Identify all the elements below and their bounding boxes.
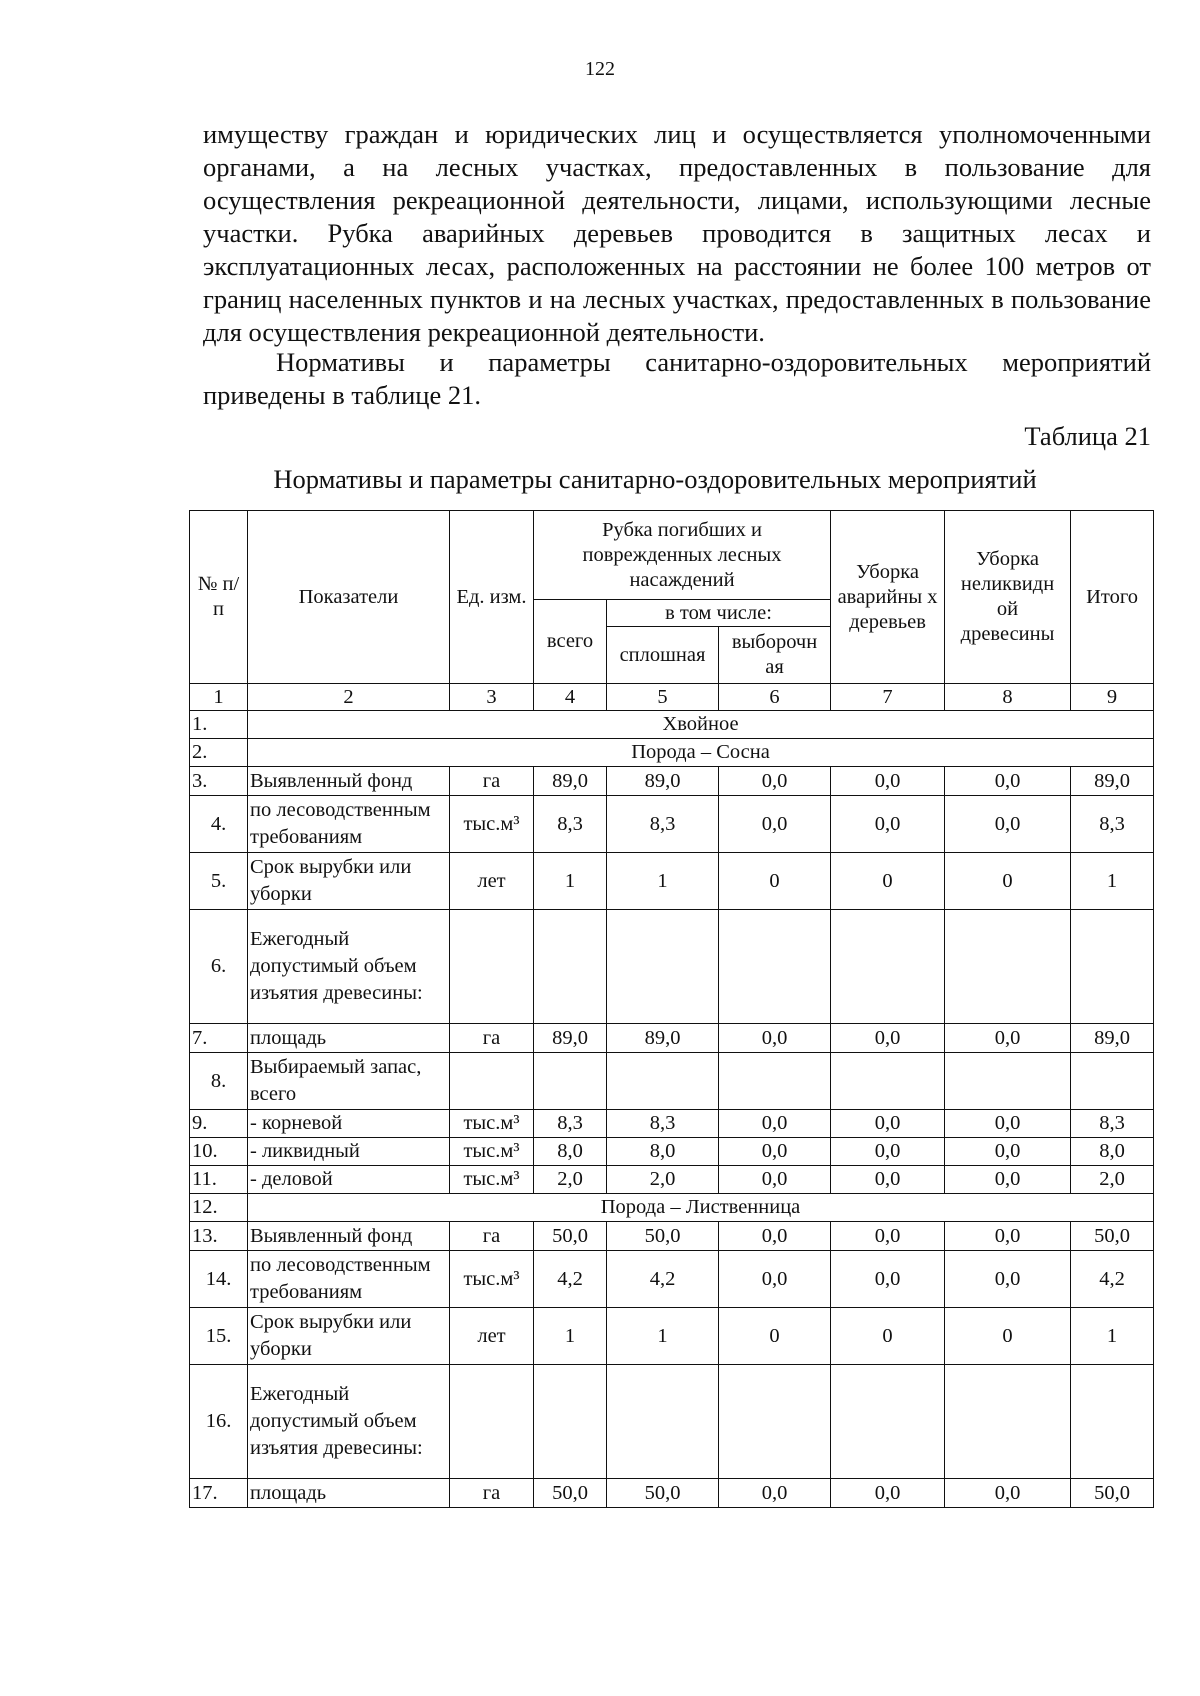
empty-cell xyxy=(534,1365,607,1479)
row-number: 15. xyxy=(190,1308,248,1365)
empty-cell xyxy=(607,1053,719,1110)
paragraph-2 xyxy=(203,346,1151,412)
row-unit: га xyxy=(450,1479,534,1508)
row-label: Выбираемый запас, всего xyxy=(248,1053,450,1110)
cell-value: 8,3 xyxy=(1071,796,1154,853)
empty-cell xyxy=(831,910,945,1024)
cell-value: 0 xyxy=(945,853,1071,910)
empty-cell xyxy=(1071,910,1154,1024)
row-number: 1. xyxy=(190,711,248,739)
cell-value: 0,0 xyxy=(719,1110,831,1138)
cell-value: 50,0 xyxy=(607,1479,719,1508)
header-unit: Ед. изм. xyxy=(450,511,534,684)
row-number: 7. xyxy=(190,1024,248,1053)
row-unit: га xyxy=(450,1222,534,1251)
table-row xyxy=(190,1479,1154,1508)
col-number: 9 xyxy=(1071,684,1154,711)
row-unit: тыс.м³ xyxy=(450,1166,534,1194)
cell-value: 0,0 xyxy=(719,1479,831,1508)
table-row xyxy=(190,767,1154,796)
cell-value: 50,0 xyxy=(607,1222,719,1251)
cell-value: 2,0 xyxy=(607,1166,719,1194)
cell-value: 4,2 xyxy=(1071,1251,1154,1308)
row-label: по лесоводственным требованиям xyxy=(248,796,450,853)
header-indicator: Показатели xyxy=(248,511,450,684)
paragraph-2-text: Нормативы и параметры санитарно-оздоровительных мероприятий приведены в таблице 21. xyxy=(203,347,1151,410)
row-number: 4. xyxy=(190,796,248,853)
table-row xyxy=(190,1308,1154,1365)
row-number: 10. xyxy=(190,1138,248,1166)
cell-value: 8,3 xyxy=(607,796,719,853)
empty-cell xyxy=(450,1365,534,1479)
col-number: 2 xyxy=(248,684,450,711)
cell-value: 0,0 xyxy=(719,1251,831,1308)
row-label: площадь xyxy=(248,1479,450,1508)
empty-cell xyxy=(1071,1053,1154,1110)
cell-value: 0,0 xyxy=(945,1479,1071,1508)
cell-value: 0,0 xyxy=(831,1110,945,1138)
cell-value: 2,0 xyxy=(534,1166,607,1194)
paragraph-1-text: имуществу граждан и юридических лиц и осуществляется уполномоченными органами, а на лесных участках, предоставленных в пользование для осуществления рекреационной деятельности, лицами, использующими лесные участки. Рубка аварийных деревьев проводится в защитных лесах и эксплуатационных лесах, расположенных на расстоянии не более 100 метров от границ населенных пунктов и на лесных участках, предоставленных в пользование для осуществления рекреационной деятельности. xyxy=(203,119,1151,347)
row-number: 17. xyxy=(190,1479,248,1508)
row-number: 13. xyxy=(190,1222,248,1251)
header-clear: сплошная xyxy=(607,627,719,684)
cell-value: 0,0 xyxy=(719,1222,831,1251)
row-label: Ежегодный допустимый объем изъятия древесины: xyxy=(248,1365,450,1479)
table-label: Таблица 21 xyxy=(1024,421,1151,451)
cell-value: 1 xyxy=(534,853,607,910)
cell-value: 89,0 xyxy=(1071,767,1154,796)
empty-cell xyxy=(831,1053,945,1110)
cell-value: 0,0 xyxy=(831,1166,945,1194)
col-number: 3 xyxy=(450,684,534,711)
header-emergency: Уборка аварийны х деревьев xyxy=(831,511,945,684)
row-unit: тыс.м³ xyxy=(450,1138,534,1166)
empty-cell xyxy=(534,1053,607,1110)
cell-value: 0 xyxy=(945,1308,1071,1365)
empty-cell xyxy=(719,910,831,1024)
row-unit: лет xyxy=(450,853,534,910)
header-selective: выборочн ая xyxy=(719,627,831,684)
cell-value: 0 xyxy=(831,1308,945,1365)
col-number: 5 xyxy=(607,684,719,711)
row-label: - корневой xyxy=(248,1110,450,1138)
row-label: по лесоводственным требованиям xyxy=(248,1251,450,1308)
cell-value: 8,3 xyxy=(534,1110,607,1138)
cell-value: 0,0 xyxy=(945,1251,1071,1308)
cell-value: 2,0 xyxy=(1071,1166,1154,1194)
row-label: Выявленный фонд xyxy=(248,767,450,796)
empty-cell xyxy=(945,1365,1071,1479)
table-row xyxy=(190,1024,1154,1053)
cell-value: 0,0 xyxy=(719,767,831,796)
cell-value: 0,0 xyxy=(831,767,945,796)
table-row xyxy=(190,1138,1154,1166)
cell-value: 50,0 xyxy=(534,1479,607,1508)
cell-value: 50,0 xyxy=(1071,1479,1154,1508)
row-label: Срок вырубки или уборки xyxy=(248,1308,450,1365)
row-number: 3. xyxy=(190,767,248,796)
empty-cell xyxy=(831,1365,945,1479)
cell-value: 8,0 xyxy=(607,1138,719,1166)
col-number: 1 xyxy=(190,684,248,711)
row-number: 8. xyxy=(190,1053,248,1110)
table-row xyxy=(190,853,1154,910)
cell-value: 0,0 xyxy=(945,1024,1071,1053)
cell-value: 8,3 xyxy=(1071,1110,1154,1138)
table-row xyxy=(190,796,1154,853)
row-label: - ликвидный xyxy=(248,1138,450,1166)
empty-cell xyxy=(450,910,534,1024)
cell-value: 0,0 xyxy=(945,1166,1071,1194)
empty-cell xyxy=(945,910,1071,1024)
page-number: 122 xyxy=(585,58,615,80)
row-unit: га xyxy=(450,1024,534,1053)
section-title: Порода – Сосна xyxy=(248,739,1154,767)
cell-value: 0,0 xyxy=(945,796,1071,853)
row-number: 16. xyxy=(190,1365,248,1479)
empty-cell xyxy=(607,910,719,1024)
row-label: площадь xyxy=(248,1024,450,1053)
row-number: 9. xyxy=(190,1110,248,1138)
empty-cell xyxy=(719,1053,831,1110)
col-number: 6 xyxy=(719,684,831,711)
cell-value: 0,0 xyxy=(719,1024,831,1053)
col-number: 4 xyxy=(534,684,607,711)
cell-value: 0,0 xyxy=(831,1138,945,1166)
cell-value: 89,0 xyxy=(607,767,719,796)
table-row xyxy=(190,1110,1154,1138)
cell-value: 0,0 xyxy=(831,1222,945,1251)
cell-value: 0,0 xyxy=(719,796,831,853)
section-row-pine xyxy=(190,739,1154,767)
cell-value: 8,0 xyxy=(534,1138,607,1166)
cell-value: 0 xyxy=(719,1308,831,1365)
cell-value: 0,0 xyxy=(831,1024,945,1053)
row-label: Выявленный фонд xyxy=(248,1222,450,1251)
cell-value: 4,2 xyxy=(607,1251,719,1308)
cell-value: 4,2 xyxy=(534,1251,607,1308)
cell-value: 1 xyxy=(607,1308,719,1365)
header-total: всего xyxy=(534,600,607,684)
cell-value: 0,0 xyxy=(945,1110,1071,1138)
cell-value: 0,0 xyxy=(945,1138,1071,1166)
cell-value: 1 xyxy=(534,1308,607,1365)
header-felling: Рубка погибших и поврежденных лесных насаждений xyxy=(534,511,831,600)
col-number: 7 xyxy=(831,684,945,711)
row-label: Срок вырубки или уборки xyxy=(248,853,450,910)
section-row-coniferous xyxy=(190,711,1154,739)
row-number: 6. xyxy=(190,910,248,1024)
cell-value: 89,0 xyxy=(607,1024,719,1053)
empty-cell xyxy=(1071,1365,1154,1479)
section-title: Хвойное xyxy=(248,711,1154,739)
cell-value: 0,0 xyxy=(831,796,945,853)
row-unit: га xyxy=(450,767,534,796)
empty-cell xyxy=(450,1053,534,1110)
empty-cell xyxy=(607,1365,719,1479)
empty-cell xyxy=(945,1053,1071,1110)
empty-cell xyxy=(719,1365,831,1479)
cell-value: 0,0 xyxy=(719,1166,831,1194)
row-unit: лет xyxy=(450,1308,534,1365)
row-unit: тыс.м³ xyxy=(450,796,534,853)
header-row-1 xyxy=(190,511,1154,600)
sanitary-measures-table xyxy=(189,510,1154,1508)
section-title: Порода – Лиственница xyxy=(248,1194,1154,1222)
cell-value: 89,0 xyxy=(534,1024,607,1053)
col-number: 8 xyxy=(945,684,1071,711)
table-title: Нормативы и параметры санитарно-оздоровительных мероприятий xyxy=(273,464,1037,494)
cell-value: 0,0 xyxy=(719,1138,831,1166)
empty-cell xyxy=(534,910,607,1024)
table-row xyxy=(190,1166,1154,1194)
header-including: в том числе: xyxy=(607,600,831,627)
cell-value: 1 xyxy=(607,853,719,910)
cell-value: 0,0 xyxy=(831,1251,945,1308)
cell-value: 50,0 xyxy=(534,1222,607,1251)
table-row xyxy=(190,1053,1154,1110)
row-unit: тыс.м³ xyxy=(450,1110,534,1138)
cell-value: 89,0 xyxy=(534,767,607,796)
row-unit: тыс.м³ xyxy=(450,1251,534,1308)
cell-value: 0 xyxy=(831,853,945,910)
table-row xyxy=(190,1365,1154,1479)
table-row xyxy=(190,910,1154,1024)
cell-value: 50,0 xyxy=(1071,1222,1154,1251)
cell-value: 89,0 xyxy=(1071,1024,1154,1053)
column-number-row xyxy=(190,684,1154,711)
cell-value: 0,0 xyxy=(945,767,1071,796)
cell-value: 0,0 xyxy=(945,1222,1071,1251)
header-num: № п/п xyxy=(190,511,248,684)
cell-value: 0,0 xyxy=(831,1479,945,1508)
cell-value: 0 xyxy=(719,853,831,910)
row-number: 5. xyxy=(190,853,248,910)
row-number: 2. xyxy=(190,739,248,767)
cell-value: 1 xyxy=(1071,1308,1154,1365)
table-row xyxy=(190,1222,1154,1251)
header-sum: Итого xyxy=(1071,511,1154,684)
row-number: 11. xyxy=(190,1166,248,1194)
row-label: Ежегодный допустимый объем изъятия древесины: xyxy=(248,910,450,1024)
table-row xyxy=(190,1251,1154,1308)
row-label: - деловой xyxy=(248,1166,450,1194)
cell-value: 8,0 xyxy=(1071,1138,1154,1166)
paragraph-1 xyxy=(203,118,1151,349)
row-number: 14. xyxy=(190,1251,248,1308)
header-illiquid: Уборка неликвидн ой древесины xyxy=(945,511,1071,684)
cell-value: 8,3 xyxy=(607,1110,719,1138)
cell-value: 8,3 xyxy=(534,796,607,853)
cell-value: 1 xyxy=(1071,853,1154,910)
section-row-larch xyxy=(190,1194,1154,1222)
row-number: 12. xyxy=(190,1194,248,1222)
